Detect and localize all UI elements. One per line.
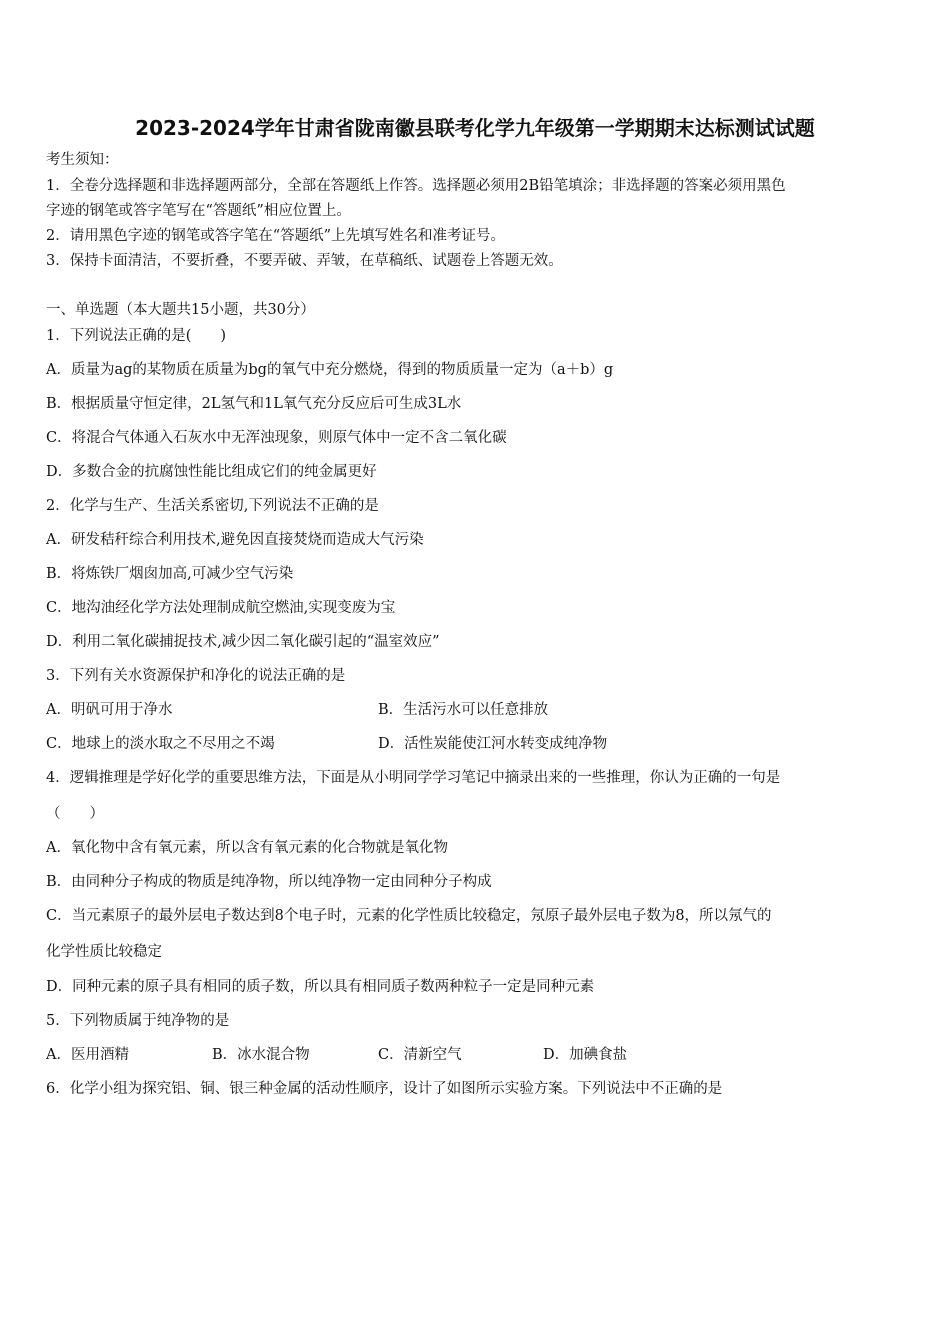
question-5-option-d: D．加碘食盐 (543, 1047, 628, 1063)
notice-item-1-line-2: 字迹的钢笔或答字笔写在“答题纸”相应位置上。 (46, 203, 351, 219)
question-2-option-b: B．将炼铁厂烟囱加高,可减少空气污染 (46, 566, 294, 582)
question-5-stem: 5．下列物质属于纯净物的是 (46, 1013, 230, 1029)
question-6-stem: 6．化学小组为探究铝、铜、银三种金属的活动性顺序，设计了如图所示实验方案。下列说法中不正确的是 (46, 1081, 723, 1097)
section-heading: 一、单选题（本大题共15小题，共30分） (46, 302, 315, 318)
question-2-option-a: A．研发秸秆综合利用技术,避免因直接焚烧而造成大气污染 (46, 532, 424, 548)
question-2-stem: 2．化学与生产、生活关系密切,下列说法不正确的是 (46, 498, 379, 514)
question-4-stem-line-1: 4．逻辑推理是学好化学的重要思维方法，下面是从小明同学学习笔记中摘录出来的一些推理，你认为正确的一句是 (46, 770, 781, 786)
question-1-stem: 1．下列说法正确的是( ) (46, 328, 227, 344)
question-5-option-c: C．清新空气 (378, 1047, 462, 1063)
question-2-option-d: D．利用二氧化碳捕捉技术,减少因二氧化碳引起的“温室效应” (46, 634, 440, 650)
question-5-option-a: A．医用酒精 (46, 1047, 129, 1063)
question-4-stem-line-2: （ ） (46, 806, 104, 822)
question-4-option-a: A．氧化物中含有氧元素，所以含有氧元素的化合物就是氧化物 (46, 840, 448, 856)
question-1-option-a: A．质量为ag的某物质在质量为bg的氧气中充分燃烧，得到的物质质量一定为（a＋b）g (46, 362, 614, 378)
question-4-option-c-line-2: 化学性质比较稳定 (46, 944, 162, 960)
question-1-option-c: C．将混合气体通入石灰水中无浑浊现象，则原气体中一定不含二氧化碳 (46, 430, 507, 446)
question-3-option-d: D．活性炭能使江河水转变成纯净物 (378, 736, 608, 752)
notice-item-1-line-1: 1．全卷分选择题和非选择题两部分，全部在答题纸上作答。选择题必须用2B铅笔填涂；非选择题的答案必须用黑色 (46, 178, 786, 194)
question-3-option-c: C．地球上的淡水取之不尽用之不竭 (46, 736, 275, 752)
notice-item-2: 2．请用黑色字迹的钢笔或答字笔在“答题纸”上先填写姓名和准考证号。 (46, 228, 506, 244)
question-3-stem: 3．下列有关水资源保护和净化的说法正确的是 (46, 668, 346, 684)
question-1-option-b: B．根据质量守恒定律，2L氢气和1L氧气充分反应后可生成3L水 (46, 396, 462, 412)
question-3-option-a: A．明矾可用于净水 (46, 702, 173, 718)
question-5-option-b: B．冰水混合物 (212, 1047, 310, 1063)
question-4-option-d: D．同种元素的原子具有相同的质子数，所以具有相同质子数两种粒子一定是同种元素 (46, 979, 595, 995)
question-4-option-c-line-1: C．当元素原子的最外层电子数达到8个电子时，元素的化学性质比较稳定，氖原子最外层电子数为8，所以氖气的 (46, 908, 772, 924)
question-1-option-d: D．多数合金的抗腐蚀性能比组成它们的纯金属更好 (46, 464, 377, 480)
question-2-option-c: C．地沟油经化学方法处理制成航空燃油,实现变废为宝 (46, 600, 396, 616)
notice-item-3: 3．保持卡面清洁，不要折叠，不要弄破、弄皱，在草稿纸、试题卷上答题无效。 (46, 253, 563, 269)
question-3-option-b: B．生活污水可以任意排放 (378, 702, 549, 718)
notice-heading: 考生须知： (46, 152, 119, 168)
page-title: 2023-2024学年甘肃省陇南徽县联考化学九年级第一学期期末达标测试试题 (135, 116, 815, 140)
question-4-option-b: B．由同种分子构成的物质是纯净物，所以纯净物一定由同种分子构成 (46, 874, 492, 890)
